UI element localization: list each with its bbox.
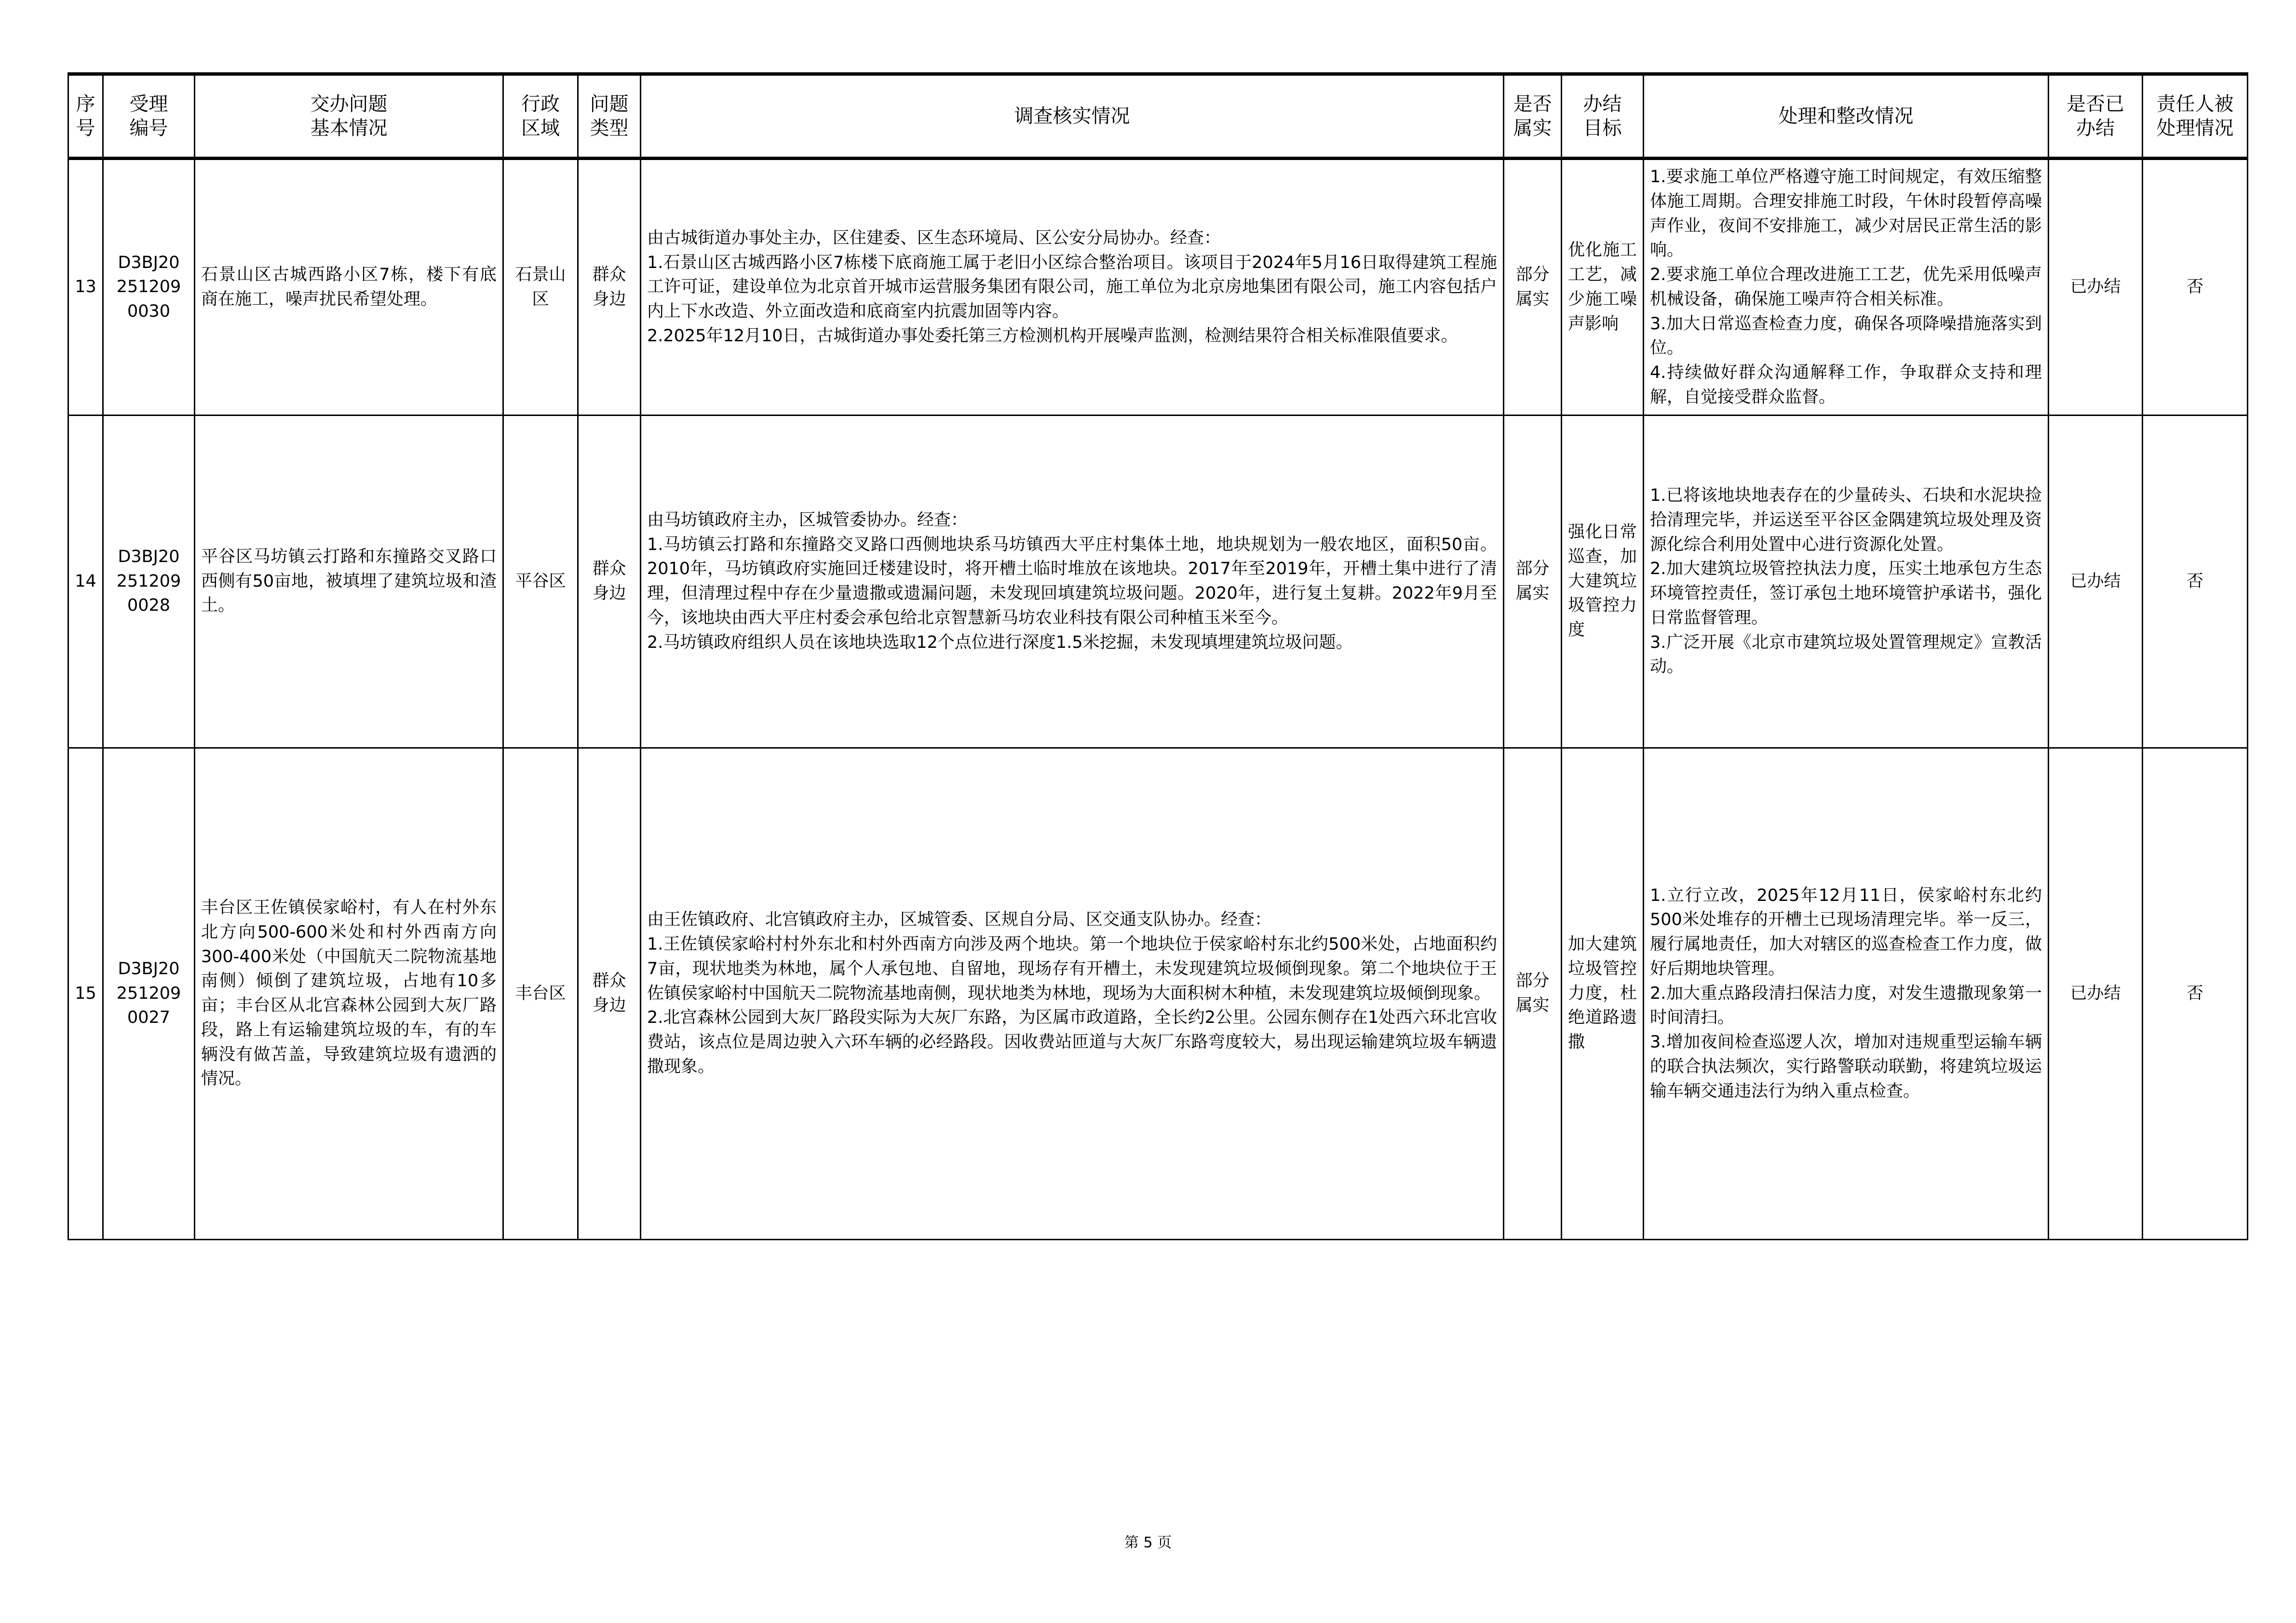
column-header-problem-type-line1: 问题 [590,93,629,115]
column-header-problem-line2: 基本情况 [310,117,388,139]
case-code-line2: 251209 [116,571,181,591]
paragraph: 1.石景山区古城西路小区7栋楼下底商施工属于老旧小区综合整治项目。该项目于2024年5月16日取得建筑工程施工许可证，建设单位为北京首开城市运营服务集团有限公司，施工单位为北京房地集团有限公司，施工内容包括户内上下水改造、外立面改造和底商室内抗震加固等内容。 [647,253,1497,322]
column-header-is-true-line1: 是否 [1513,93,1552,115]
cell-is-true: 部分属实 [1504,159,1562,416]
column-header-is-closed [2049,74,2143,159]
cell-survey-details [641,159,1504,416]
header-row [68,74,2248,159]
cell-problem-description: 平谷区马坊镇云打路和东撞路交叉路口西侧有50亩地，被填埋了建筑垃圾和渣土。 [195,415,503,748]
column-header-district-line2: 区域 [521,117,560,139]
paragraph: 1.马坊镇云打路和东撞路交叉路口西侧地块系马坊镇西大平庄村集体土地，地块规划为一般农地区，面积50亩。2010年，马坊镇政府实施回迁楼建设时，将开槽土临时堆放在该地块。2017年至2019年，开槽土集中进行了清理，但清理过程中存在少量遗撒或遗漏问题，未发现回填建筑垃圾问题。2020年，进行复土复耕。2022年9月至今，该地块由西大平庄村委会承包给北京智慧新马坊农业科技有限公司种植玉米至今。 [647,535,1497,628]
cell-survey-details [641,415,1504,748]
cell-handling-details [1644,748,2049,1239]
column-header-is-true-line2: 属实 [1513,117,1552,139]
table-body [68,159,2248,1240]
column-header-sequence [68,74,103,159]
paragraph: 1.王佐镇侯家峪村村外东北和村外西南方向涉及两个地块。第一个地块位于侯家峪村东北约500米处，占地面积约7亩，现状地类为林地，属个人承包地、自留地，现场存有开槽土，未发现建筑垃圾倾倒现象。第二个地块位于王佐镇侯家峪村中国航天二院物流基地南侧，现状地类为林地，现场为大面积树木种植，未发现建筑垃圾倾倒现象。 [647,935,1497,1003]
cell-sequence: 13 [68,159,103,416]
column-header-goal-line1: 办结 [1583,93,1622,115]
page-footer: 第 5 页 [1124,1534,1172,1551]
case-code-line1: D3BJ20 [118,547,180,566]
column-header-is-closed-line1: 是否已 [2066,93,2124,115]
cell-problem-type: 群众身边 [578,748,641,1239]
paragraph: 2.加大建筑垃圾管控执法力度，压实土地承包方生态环境管控责任，签订承包土地环境管护承诺书，强化日常监督管理。 [1650,559,2042,628]
paragraph: 由王佐镇政府、北宫镇政府主办，区城管委、区规自分局、区交通支队协办。经查： [647,910,1272,930]
cell-is-true: 部分属实 [1504,748,1562,1239]
paragraph: 由马坊镇政府主办，区城管委协办。经查： [647,510,968,530]
column-header-sequence-line2: 号 [76,117,95,139]
cell-district: 丰台区 [503,748,578,1239]
cell-case-code [103,415,195,748]
column-header-case-code-line1: 受理 [129,93,168,115]
paragraph: 由古城街道办事处主办，区住建委、区生态环境局、区公安分局协办。经查： [647,228,1221,248]
case-code-line2: 251209 [116,983,181,1003]
cell-problem-type: 群众身边 [578,159,641,416]
table-row [68,748,2248,1239]
cell-closure-goal: 强化日常巡查，加大建筑垃圾管控力度 [1562,415,1644,748]
paragraph: 2.加大重点路段清扫保洁力度，对发生遗撒现象第一时间清扫。 [1650,983,2042,1028]
table-header [68,74,2248,159]
column-header-responsible [2143,74,2248,159]
paragraph: 2.2025年12月10日，古城街道办事处委托第三方检测机构开展噪声监测，检测结果符合相关标准限值要求。 [647,326,1458,346]
cell-is-closed: 已办结 [2049,159,2143,416]
cell-responsible-person: 否 [2143,748,2248,1239]
paragraph: 2.马坊镇政府组织人员在该地块选取12个点位进行深度1.5米挖掘，未发现填埋建筑垃圾问题。 [647,632,1353,652]
column-header-goal [1562,74,1644,159]
cell-problem-description: 丰台区王佐镇侯家峪村，有人在村外东北方向500-600米处和村外西南方向300-400米处（中国航天二院物流基地南侧）倾倒了建筑垃圾，占地有10多亩；丰台区从北宫森林公园到大灰厂路段，路上有运输建筑垃圾的车，有的车辆没有做苫盖，导致建筑垃圾有遗洒的情况。 [195,748,503,1239]
cell-case-code [103,159,195,416]
cell-sequence: 15 [68,748,103,1239]
column-header-survey: 调查核实情况 [641,74,1504,159]
case-code-line2: 251209 [116,277,181,297]
column-header-sequence-line1: 序 [76,93,95,115]
paragraph: 3.加大日常巡查检查力度，确保各项降噪措施落实到位。 [1650,314,2042,358]
column-header-case-code-line2: 编号 [129,117,168,139]
cell-handling-details [1644,159,2049,416]
column-header-district [503,74,578,159]
paragraph: 3.广泛开展《北京市建筑垃圾处置管理规定》宣教活动。 [1650,632,2042,677]
table-row [68,159,2248,416]
column-header-problem [195,74,503,159]
case-code-line3: 0027 [127,1008,171,1028]
table-row [68,415,2248,748]
cell-handling-details [1644,415,2049,748]
cell-closure-goal: 优化施工工艺，减少施工噪声影响 [1562,159,1644,416]
paragraph: 1.要求施工单位严格遵守施工时间规定，有效压缩整体施工周期。合理安排施工时段，午休时段暂停高噪声作业，夜间不安排施工，减少对居民正常生活的影响。 [1650,167,2042,260]
cell-is-closed: 已办结 [2049,748,2143,1239]
cell-is-true: 部分属实 [1504,415,1562,748]
cell-district: 石景山区 [503,159,578,416]
case-code-line1: D3BJ20 [118,959,180,979]
paragraph: 2.要求施工单位合理改进施工工艺，优先采用低噪声机械设备，确保施工噪声符合相关标准。 [1650,265,2042,309]
case-code-line3: 0028 [127,596,171,616]
cell-responsible-person: 否 [2143,415,2248,748]
column-header-goal-line2: 目标 [1583,117,1622,139]
cell-case-code [103,748,195,1239]
cell-district: 平谷区 [503,415,578,748]
paragraph: 3.增加夜间检查巡逻人次，增加对违规重型运输车辆的联合执法频次，实行路警联动联勤，将建筑垃圾运输车辆交通违法行为纳入重点检查。 [1650,1033,2042,1101]
column-header-problem-type-line2: 类型 [590,117,629,139]
cell-is-closed: 已办结 [2049,415,2143,748]
column-header-problem-type [578,74,641,159]
case-code-line1: D3BJ20 [118,253,180,272]
column-header-problem-line1: 交办问题 [310,93,388,115]
column-header-case-code [103,74,195,159]
cell-sequence: 14 [68,415,103,748]
column-header-responsible-line1: 责任人被 [2156,93,2234,115]
paragraph: 2.北宫森林公园到大灰厂路段实际为大灰厂东路，为区属市政道路，全长约2公里。公园东侧存在1处西六环北宫收费站，该点位是周边驶入六环车辆的必经路段。因收费站匝道与大灰厂东路弯度较大，易出现运输建筑垃圾车辆遗撒现象。 [647,1008,1497,1076]
column-header-responsible-line2: 处理情况 [2156,117,2234,139]
cell-problem-description: 石景山区古城西路小区7栋，楼下有底商在施工，噪声扰民希望处理。 [195,159,503,416]
paragraph: 1.立行立改，2025年12月11日，侯家峪村东北约500米处堆存的开槽土已现场清理完毕。举一反三，履行属地责任，加大对辖区的巡查检查工作力度，做好后期地块管理。 [1650,885,2042,979]
column-header-is-true [1504,74,1562,159]
column-header-is-closed-line2: 办结 [2076,117,2115,139]
paragraph: 4.持续做好群众沟通解释工作，争取群众支持和理解，自觉接受群众监督。 [1650,363,2042,407]
paragraph: 1.已将该地块地表存在的少量砖头、石块和水泥块捡拾清理完毕，并运送至平谷区金隅建筑垃圾处理及资源化综合利用处置中心进行资源化处置。 [1650,486,2042,554]
cell-survey-details [641,748,1504,1239]
cell-closure-goal: 加大建筑垃圾管控力度，杜绝道路遗撒 [1562,748,1644,1239]
case-code-line3: 0030 [127,302,171,322]
column-header-handling: 处理和整改情况 [1644,74,2049,159]
column-header-district-line1: 行政 [521,93,560,115]
cell-problem-type: 群众身边 [578,415,641,748]
cell-responsible-person: 否 [2143,159,2248,416]
inspection-report-table [68,72,2248,1240]
